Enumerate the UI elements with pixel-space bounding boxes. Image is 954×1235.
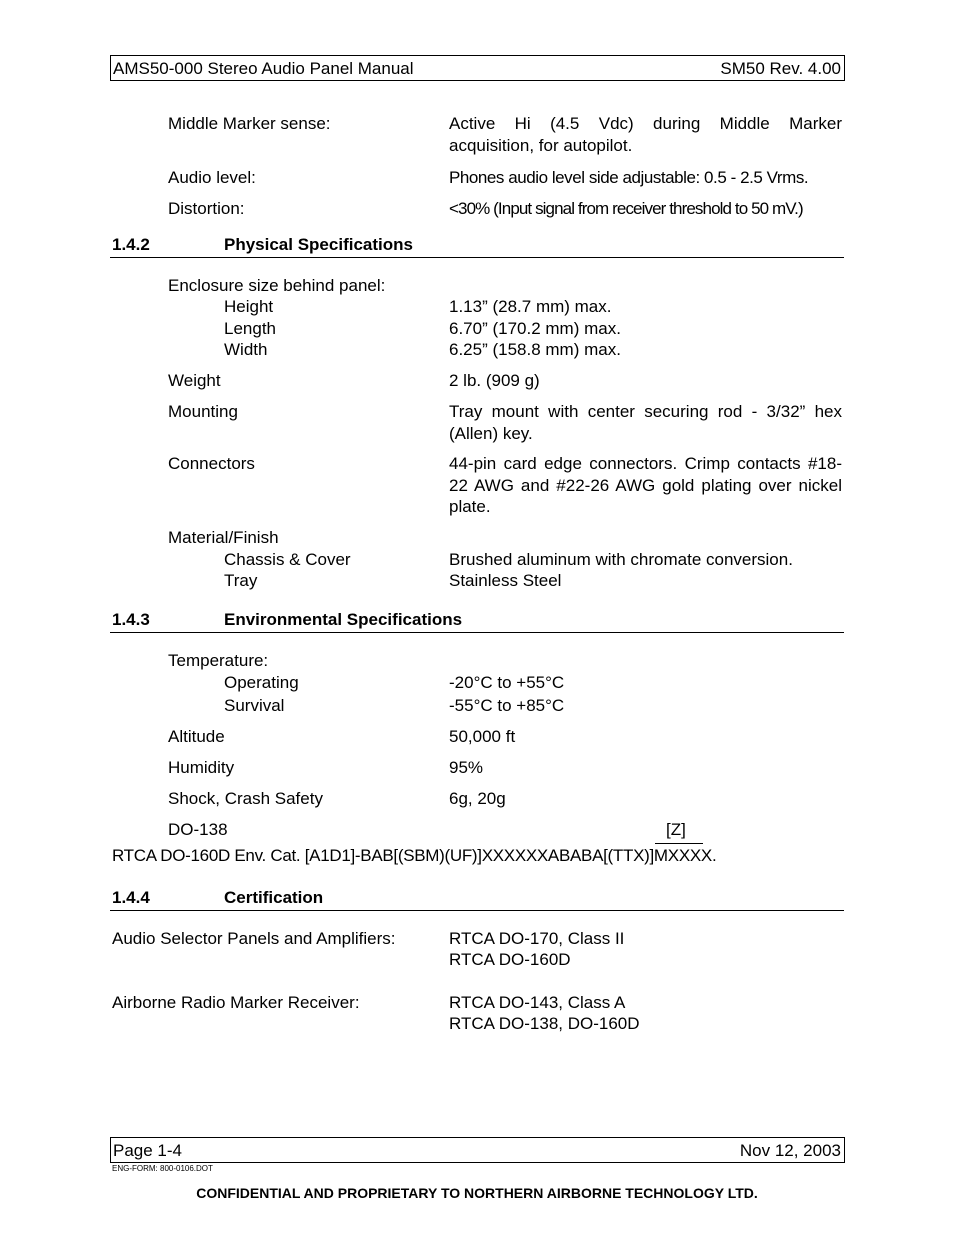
survival-value: -55°C to +85°C <box>449 696 565 715</box>
width-value: 6.25” (158.8 mm) max. <box>449 340 621 359</box>
tray-label: Tray <box>224 571 258 590</box>
header-title: AMS50-000 Stereo Audio Panel Manual <box>113 59 414 78</box>
page-number: Page 1-4 <box>113 1141 182 1160</box>
marker-receiver-value-1: RTCA DO-143, Class A <box>449 993 626 1012</box>
height-label: Height <box>224 297 274 316</box>
mounting-value: Tray mount with center securing rod - 3/32” hex (Allen) key. <box>449 402 842 443</box>
altitude-label: Altitude <box>168 727 225 746</box>
width-label: Width <box>224 340 268 359</box>
header-revision: SM50 Rev. 4.00 <box>720 59 841 78</box>
temperature-label: Temperature: <box>168 651 269 670</box>
mounting-label: Mounting <box>168 402 238 421</box>
page-header <box>110 55 845 81</box>
weight-value: 2 lb. (909 g) <box>449 371 540 390</box>
spec-value-distortion: <30% (Input signal from receiver threshold to 50 mV.) <box>449 199 803 218</box>
audio-selector-value-1: RTCA DO-170, Class II <box>449 929 625 948</box>
z-overline <box>655 843 703 844</box>
operating-value: -20°C to +55°C <box>449 673 565 692</box>
survival-label: Survival <box>224 696 285 715</box>
section-title-certification: Certification <box>224 888 324 907</box>
shock-value: 6g, 20g <box>449 789 506 808</box>
spec-label-audio-level: Audio level: <box>168 168 256 187</box>
form-id: ENG-FORM: 800-0106.DOT <box>112 1164 213 1173</box>
enclosure-label: Enclosure size behind panel: <box>168 276 386 295</box>
chassis-value: Brushed aluminum with chromate conversion. <box>449 550 793 569</box>
rtca-suffix: )]MXXXX. <box>644 846 717 865</box>
section-number-144: 1.4.4 <box>112 888 150 907</box>
confidential-notice: CONFIDENTIAL AND PROPRIETARY TO NORTHERN AIRBORNE TECHNOLOGY LTD. <box>196 1185 758 1201</box>
humidity-value: 95% <box>449 758 484 777</box>
audio-selector-value-2: RTCA DO-160D <box>449 950 571 969</box>
section-rule <box>110 257 844 258</box>
spec-value-middle-marker: Active Hi (4.5 Vdc) during Middle Marker acquisition, for autopilot. <box>449 114 842 155</box>
section-title-physical: Physical Specifications <box>224 235 413 254</box>
section-rule <box>110 910 844 911</box>
connectors-label: Connectors <box>168 454 255 473</box>
do138-label: DO-138 <box>168 820 228 839</box>
audio-selector-label: Audio Selector Panels and Amplifiers: <box>112 929 396 948</box>
material-label: Material/Finish <box>168 528 279 547</box>
spec-label-middle-marker: Middle Marker sense: <box>168 114 331 133</box>
connectors-value: 44-pin card edge connectors. Crimp contacts #18-22 AWG and #22-26 AWG gold plating over nickel plate. <box>449 454 842 516</box>
spec-value-audio-level: Phones audio level side adjustable: 0.5 - 2.5 Vrms. <box>449 168 809 187</box>
section-rule <box>110 632 844 633</box>
rtca-env-category <box>112 845 716 867</box>
spec-label-distortion: Distortion: <box>168 199 245 218</box>
marker-receiver-value-2: RTCA DO-138, DO-160D <box>449 1014 640 1033</box>
section-title-environmental: Environmental Specifications <box>224 610 463 629</box>
altitude-value: 50,000 ft <box>449 727 516 746</box>
rtca-ttx: TTX <box>612 846 645 865</box>
humidity-label: Humidity <box>168 758 235 777</box>
length-value: 6.70” (170.2 mm) max. <box>449 319 621 338</box>
shock-label: Shock, Crash Safety <box>168 789 323 808</box>
marker-receiver-label: Airborne Radio Marker Receiver: <box>112 993 360 1012</box>
section-number-143: 1.4.3 <box>112 610 150 629</box>
weight-label: Weight <box>168 371 221 390</box>
footer-date: Nov 12, 2003 <box>739 1141 841 1160</box>
height-value: 1.13” (28.7 mm) max. <box>449 297 612 316</box>
length-label: Length <box>224 319 276 338</box>
section-number-142: 1.4.2 <box>112 235 150 254</box>
tray-value: Stainless Steel <box>449 571 562 590</box>
operating-label: Operating <box>224 673 299 692</box>
z-category-mark: [Z] <box>666 820 686 839</box>
page-footer <box>110 1137 845 1163</box>
rtca-prefix: RTCA DO-160D Env. Cat. [A1D1]-BAB[(SBM)(UF)]XXXXXXABABA[( <box>112 846 613 865</box>
chassis-label: Chassis & Cover <box>224 550 351 569</box>
